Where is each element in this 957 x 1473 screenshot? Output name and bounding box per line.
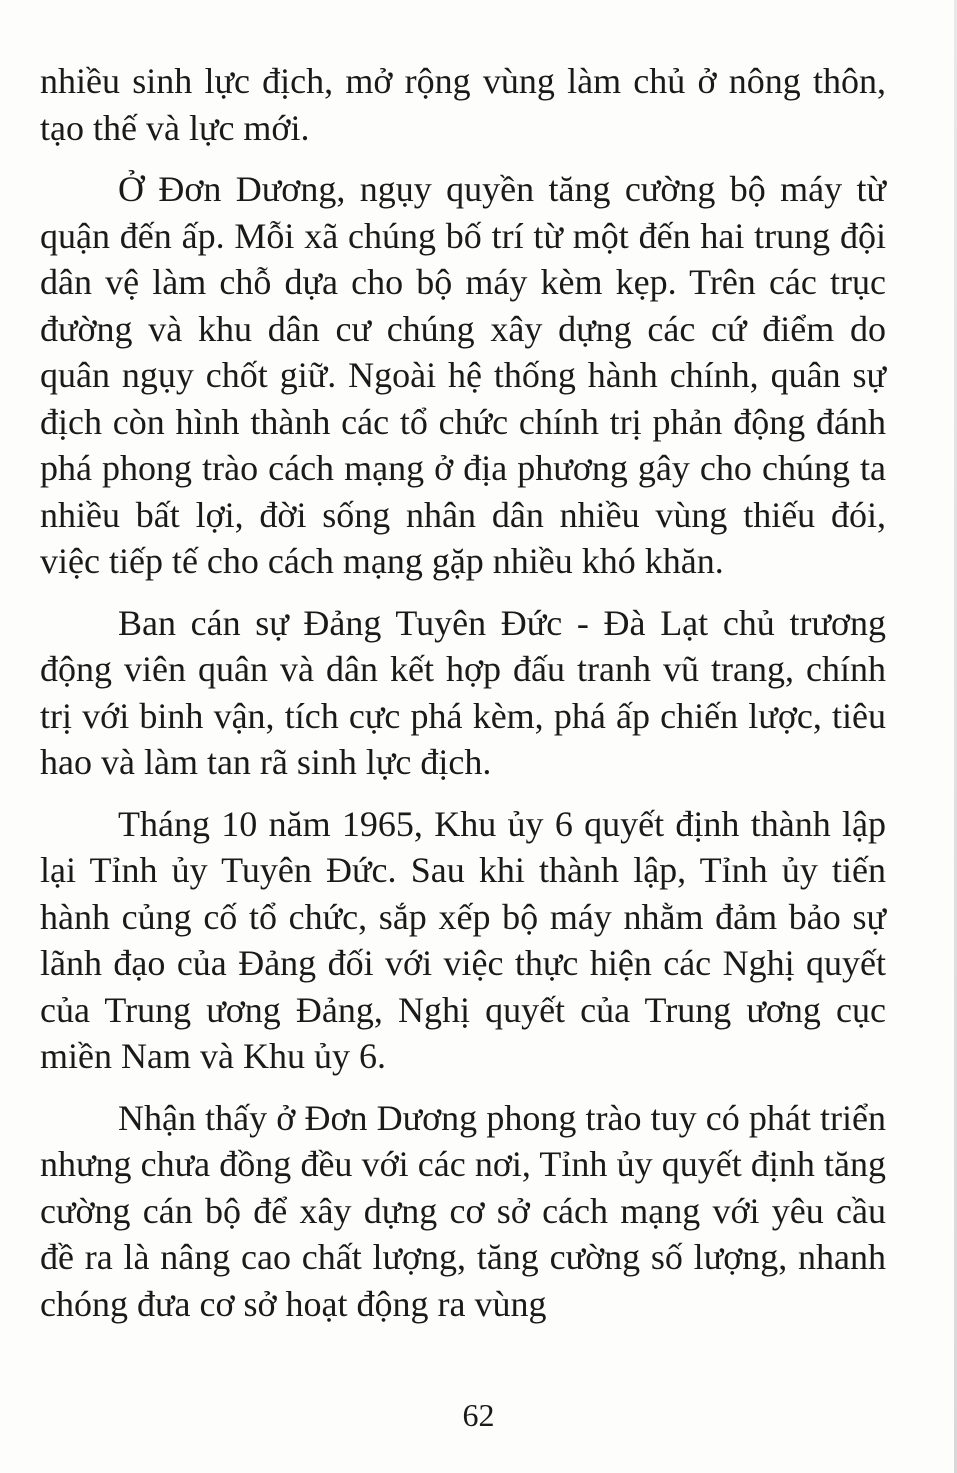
paragraph-thang-10: Tháng 10 năm 1965, Khu ủy 6 quyết định thành lập lại Tỉnh ủy Tuyên Đức. Sau khi thành lập, Tỉnh ủy tiến hành củng cố tổ chức, sắp xếp bộ máy nhằm đảm bảo sự lãnh đạo của Đảng đối với việc thực hiện các Nghị quyết của Trung ương Đảng, Nghị quyết của Trung ương cục miền Nam và Khu ủy 6. — [40, 803, 886, 1076]
body-text — [40, 58, 886, 1342]
paragraph-nhan-thay: Nhận thấy ở Đơn Dương phong trào tuy có phát triển nhưng chưa đồng đều với các nơi, Tỉnh ủy quyết định tăng cường cán bộ để xây dựng cơ sở cách mạng với yêu cầu đề ra là nâng cao chất lượng, tăng cường số lượng, nhanh chóng đưa cơ sở hoạt động ra vùng — [40, 1097, 886, 1324]
paragraph-continuation: nhiều sinh lực địch, mở rộng vùng làm chủ ở nông thôn, tạo thế và lực mới. — [40, 61, 886, 148]
page-number: 62 — [462, 1397, 495, 1433]
paragraph-ban-can-su: Ban cán sự Đảng Tuyên Đức - Đà Lạt chủ trương động viên quân và dân kết hợp đấu tranh vũ trang, chính trị với binh vận, tích cực phá kèm, phá ấp chiến lược, tiêu hao và làm tan rã sinh lực địch. — [40, 602, 886, 782]
paragraph-don-duong: Ở Đơn Dương, ngụy quyền tăng cường bộ máy từ quận đến ấp. Mỗi xã chúng bố trí từ một đến hai trung đội dân vệ làm chỗ dựa cho bộ máy kèm kẹp. Trên các trục đường và khu dân cư chúng xây dựng các cứ điểm do quân ngụy chốt giữ. Ngoài hệ thống hành chính, quân sự địch còn hình thành các tổ chức chính trị phản động đánh phá phong trào cách mạng ở địa phương gây cho chúng ta nhiều bất lợi, đời sống nhân dân nhiều vùng thiếu đói, việc tiếp tế cho cách mạng gặp nhiều khó khăn. — [40, 169, 886, 581]
